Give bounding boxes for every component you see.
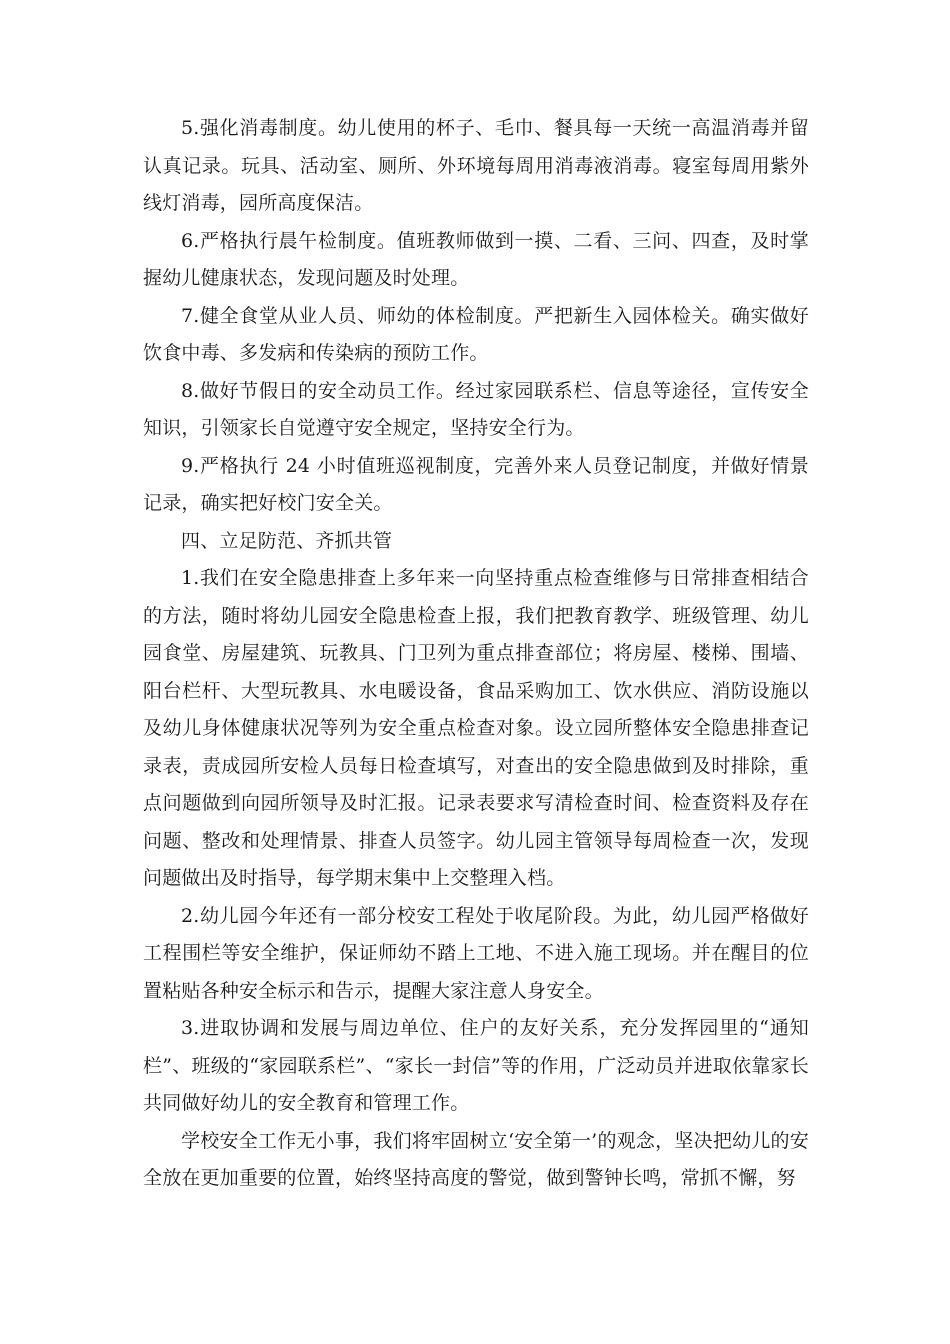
paragraph-item-7: 7.健全食堂从业人员、师幼的体检制度。严把新生入园体检关。确实做好饮食中毒、多发病和传染病的预防工作。 (143, 304, 809, 364)
paragraph-item-6: 6.严格执行晨午检制度。值班教师做到一摸、二看、三问、四查，及时掌握幼儿健康状态，发现问题及时处理。 (143, 229, 809, 289)
paragraph-item-5: 5.强化消毒制度。幼儿使用的杯子、毛巾、餐具每一天统一高温消毒并留认真记录。玩具、活动室、厕所、外环境每周用消毒液消毒。寝室每周用紫外线灯消毒，园所高度保洁。 (143, 117, 809, 214)
paragraph-item-1: 1.我们在安全隐患排查上多年来一向坚持重点检查维修与日常排查相结合的方法，随时将幼儿园安全隐患检查上报，我们把教育教学、班级管理、幼儿园食堂、房屋建筑、玩教具、门卫列为重点排查部位；将房屋、楼梯、围墙、阳台栏杆、大型玩教具、水电暖设备，食品采购加工、饮水供应、消防设施以及幼儿身体健康状况等列为安全重点检查对象。设立园所整体安全隐患排查记录表，责成园所安检人员每日检查填写，对查出的安全隐患做到及时排除，重点问题做到向园所领导及时汇报。记录表要求写清检查时间、检查资料及存在问题、整改和处理情景、排查人员签字。幼儿园主管领导每周检查一次，发现问题做出及时指导，每学期末集中上交整理入档。 (143, 567, 809, 889)
section-heading: 四、立足防范、齐抓共管 (181, 529, 393, 552)
paragraph-item-8: 8.做好节假日的安全动员工作。经过家园联系栏、信息等途径，宣传安全知识，引领家长自觉遵守安全规定，坚持安全行为。 (143, 379, 809, 439)
paragraph-item-2: 2.幼儿园今年还有一部分校安工程处于收尾阶段。为此，幼儿园严格做好工程围栏等安全维护，保证师幼不踏上工地、不进入施工现场。并在醒目的位置粘贴各种安全标示和告示，提醒大家注意人身安全。 (143, 904, 809, 1002)
closing-paragraph: 学校安全工作无小事，我们将牢固树立‘安全第一’的观念，坚决把幼儿的安全放在更加重要的位置，始终坚持高度的警觉，做到警钟长鸣，常抓不懈，努 (143, 1129, 809, 1189)
paragraph-item-9: 9.严格执行 24 小时值班巡视制度，完善外来人员登记制度，并做好情景记录，确实把好校门安全关。 (143, 454, 809, 514)
document-body (143, 110, 809, 1198)
paragraph-item-3: 3.进取协调和发展与周边单位、住户的友好关系，充分发挥园里的“通知栏”、班级的“家园联系栏”、“家长一封信”等的作用，广泛动员并进取依靠家长共同做好幼儿的安全教育和管理工作。 (143, 1017, 809, 1114)
